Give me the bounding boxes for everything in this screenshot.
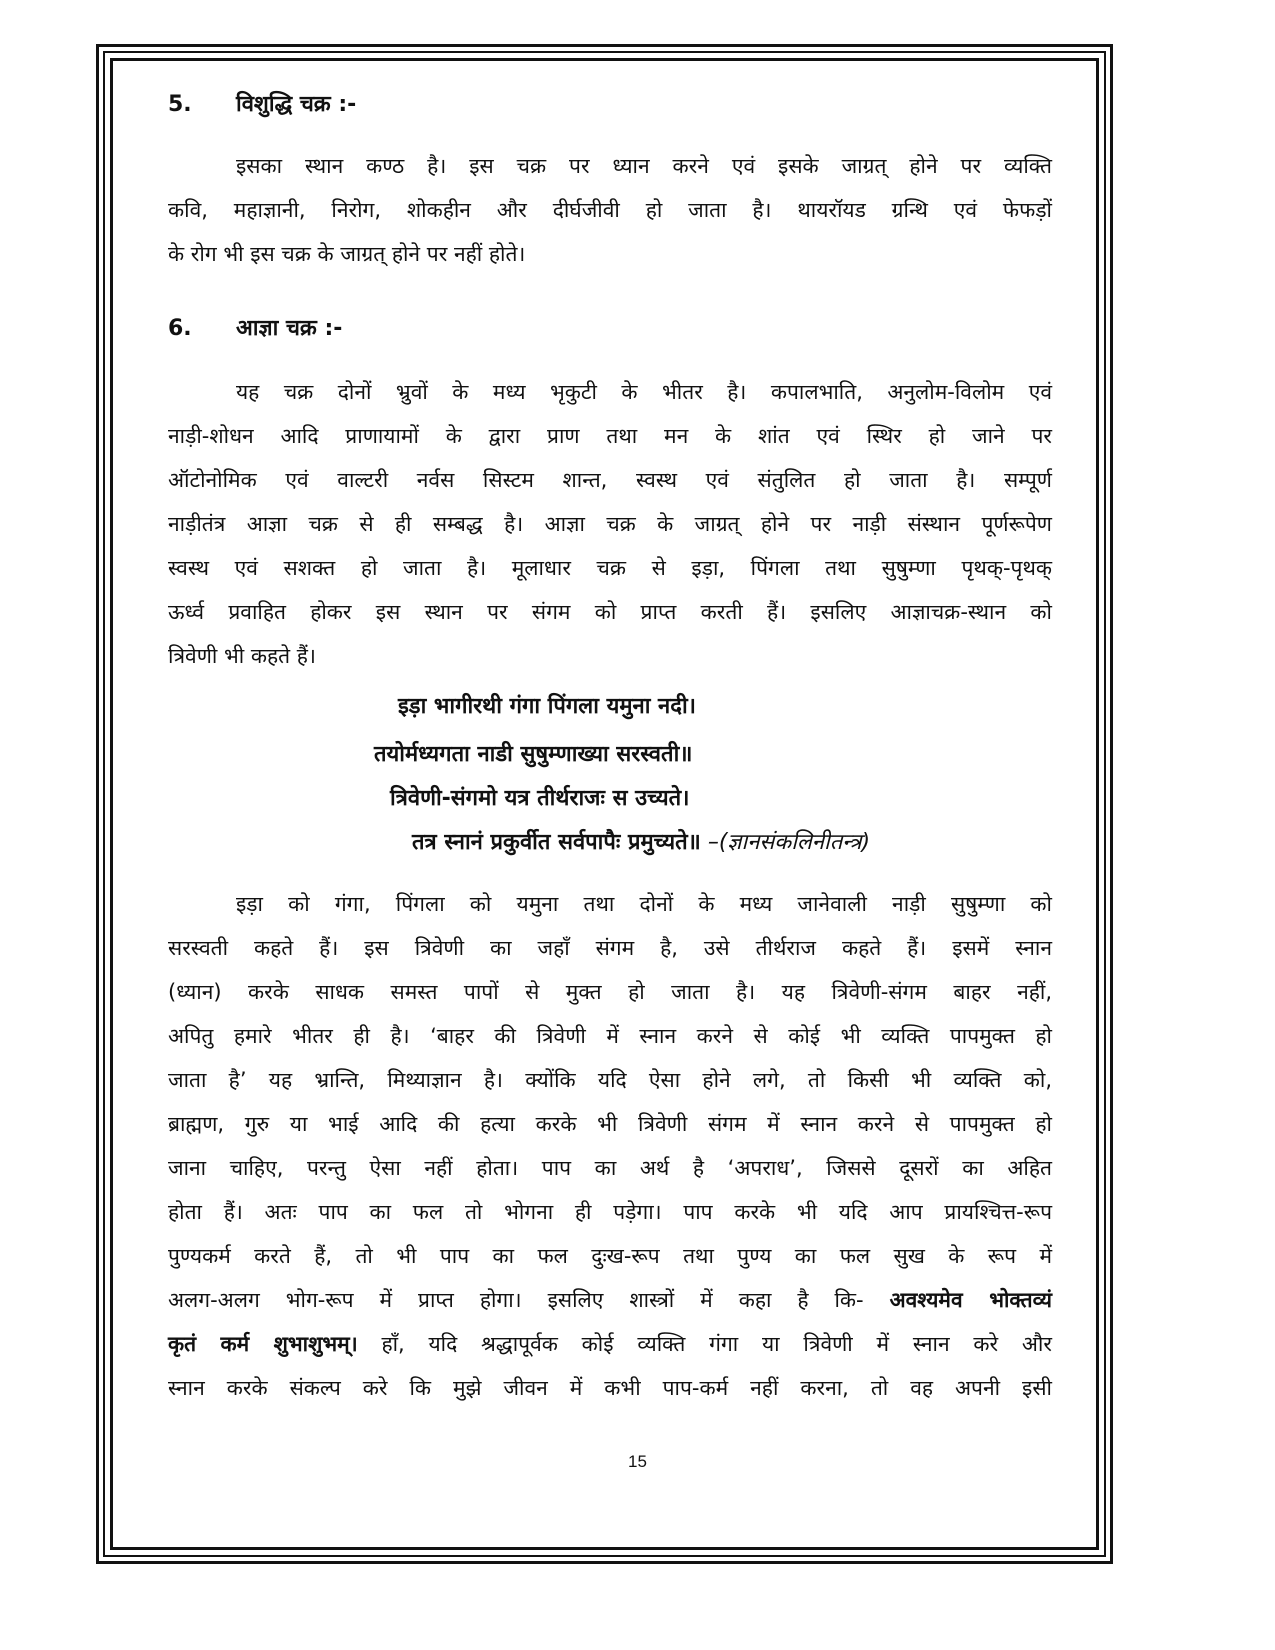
sanskrit-quote: अवश्यमेव भोक्तव्यं — [889, 1288, 1052, 1312]
section-5-line: इसका स्थान कण्ठ है। इस चक्र पर ध्यान करने एवं इसके जाग्रत् होने पर व्यक्ति — [236, 154, 1052, 178]
page-number: 15 — [628, 1452, 647, 1471]
paragraph-line: जाना चाहिए, परन्तु ऐसा नहीं होता। पाप का अर्थ है ‘अपराध’, जिससे दूसरों का अहित — [168, 1156, 1052, 1180]
section-6-line: नाड़ीतंत्र आज्ञा चक्र से ही सम्बद्ध है। आज्ञा चक्र के जाग्रत् होने पर नाड़ी संस्थान पूर्णरूपेण — [168, 512, 1052, 536]
paragraph-line — [168, 1286, 1052, 1314]
section-6-line: त्रिवेणी भी कहते हैं। — [168, 644, 316, 668]
paragraph-line: ब्राह्मण, गुरु या भाई आदि की हत्या करके भी त्रिवेणी संगम में स्नान करने से पापमुक्त हो — [168, 1112, 1052, 1136]
paragraph-line: जाता है’ यह भ्रान्ति, मिथ्याज्ञान है। क्योंकि यदि ऐसा होने लगे, तो किसी भी व्यक्ति को, — [168, 1068, 1052, 1092]
section-6-heading — [168, 312, 342, 342]
section-5-number: 5. — [168, 92, 192, 117]
section-6-line: नाड़ी-शोधन आदि प्राणायामों के द्वारा प्राण तथा मन के शांत एवं स्थिर हो जाने पर — [168, 424, 1052, 448]
section-5-line: के रोग भी इस चक्र के जाग्रत् होने पर नहीं होते। — [168, 242, 526, 266]
section-6-number: 6. — [168, 316, 192, 341]
paragraph-line: पुण्यकर्म करते हैं, तो भी पाप का फल दुःख-रूप तथा पुण्य का फल सुख के रूप में — [168, 1244, 1052, 1268]
verse-line: तयोर्मध्यगता नाडी सुषुम्णाख्या सरस्वती॥ — [374, 742, 693, 767]
section-6-line: यह चक्र दोनों भ्रुवों के मध्य भृकुटी के भीतर है। कपालभाति, अनुलोम-विलोम एवं — [236, 380, 1052, 404]
section-5-heading — [168, 88, 356, 118]
paragraph-line — [168, 1330, 1052, 1358]
paragraph-line: इड़ा को गंगा, पिंगला को यमुना तथा दोनों के मध्य जानेवाली नाड़ी सुषुम्णा को — [236, 892, 1052, 916]
sanskrit-quote: कृतं कर्म शुभाशुभम्। — [168, 1332, 358, 1356]
section-6-title: आज्ञा चक्र :- — [236, 316, 343, 341]
section-5-line: कवि, महाज्ञानी, निरोग, शोकहीन और दीर्घजीवी हो जाता है। थायरॉयड ग्रन्थि एवं फेफड़ों — [168, 198, 1052, 222]
paragraph-line: सरस्वती कहते हैं। इस त्रिवेणी का जहाँ संगम है, उसे तीर्थराज कहते हैं। इसमें स्नान — [168, 936, 1052, 960]
verse-citation: –(ज्ञानसंकलिनीतन्त्र) — [700, 830, 871, 855]
section-6-line: ऑटोनोमिक एवं वाल्टरी नर्वस सिस्टम शान्त, स्वस्थ एवं संतुलित हो जाता है। सम्पूर्ण — [168, 468, 1052, 492]
paragraph-line: स्नान करके संकल्प करे कि मुझे जीवन में कभी पाप-कर्म नहीं करना, तो वह अपनी इसी — [168, 1376, 1052, 1400]
paragraph-line: होता हैं। अतः पाप का फल तो भोगना ही पड़ेगा। पाप करके भी यदि आप प्रायश्चित्त-रूप — [168, 1200, 1052, 1224]
verse-text: तत्र स्नानं प्रकुर्वीत सर्वपापैः प्रमुच्यते॥ — [412, 830, 701, 855]
section-6-line: ऊर्ध्व प्रवाहित होकर इस स्थान पर संगम को प्राप्त करती हैं। इसलिए आज्ञाचक्र-स्थान को — [168, 600, 1052, 624]
section-5-title: विशुद्धि चक्र :- — [236, 92, 357, 117]
verse-line: त्रिवेणी-संगमो यत्र तीर्थराजः स उच्यते। — [390, 786, 690, 811]
verse-line-last — [412, 826, 870, 856]
section-6-line: स्वस्थ एवं सशक्त हो जाता है। मूलाधार चक्र से इड़ा, पिंगला तथा सुषुम्णा पृथक्-पृथक् — [168, 556, 1052, 580]
verse-line: इड़ा भागीरथी गंगा पिंगला यमुना नदी। — [398, 694, 696, 719]
paragraph-line: अपितु हमारे भीतर ही है। ‘बाहर की त्रिवेणी में स्नान करने से कोई भी व्यक्ति पापमुक्त हो — [168, 1024, 1052, 1048]
paragraph-text: हाँ, यदि श्रद्धापूर्वक कोई व्यक्ति गंगा या त्रिवेणी में स्नान करे और — [357, 1332, 1052, 1356]
paragraph-text: अलग-अलग भोग-रूप में प्राप्त होगा। इसलिए शास्त्रों में कहा है कि- — [168, 1288, 890, 1312]
paragraph-line: (ध्यान) करके साधक समस्त पापों से मुक्त हो जाता है। यह त्रिवेणी-संगम बाहर नहीं, — [168, 980, 1052, 1004]
